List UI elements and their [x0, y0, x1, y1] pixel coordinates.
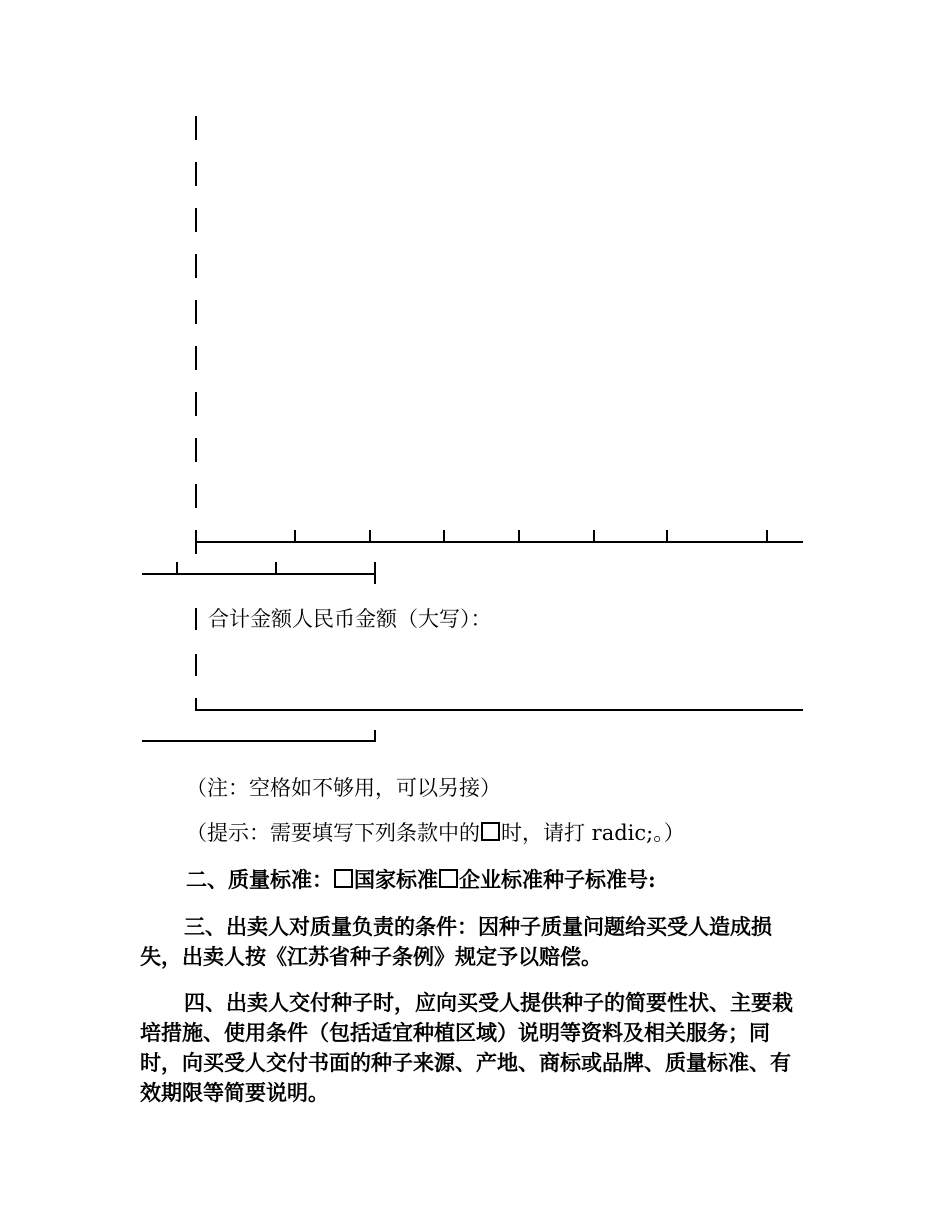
hint-prefix: （提示：需要填写下列条款中的	[186, 821, 480, 845]
checkbox-icon	[481, 822, 500, 841]
hint-text	[186, 821, 685, 845]
table-left-border	[195, 654, 197, 676]
checkbox-national-standard[interactable]	[334, 869, 353, 888]
quality-option-national: 国家标准	[354, 867, 438, 892]
checkbox-enterprise-standard[interactable]	[439, 869, 458, 888]
seller-delivery-clause: 四、出卖人交付种子时，应向买受人提供种子的简要性状、主要栽培措施、使用条件（包括适宜种植区域）说明等资料及相关服务；同时，向买受人交付书面的种子来源、产地、商标或品牌、质量标准、有效期限等简要说明。	[140, 990, 793, 1105]
hint-suffix: 时，请打 radic;。）	[501, 821, 685, 845]
quality-standard-clause	[186, 868, 656, 892]
total-amount-label: 合计金额人民币金额（大写）：	[208, 607, 492, 631]
quality-option-enterprise: 企业标准种子标准号:	[459, 867, 656, 892]
quality-prefix: 二、质量标准：	[186, 867, 333, 892]
seller-responsibility-clause: 三、出卖人对质量负责的条件：因种子质量问题给买受人造成损失，出卖人按《江苏省种子条例》规定予以赔偿。	[140, 914, 772, 969]
note-text: （注：空格如不够用，可以另接）	[186, 776, 501, 800]
table-left-border	[195, 608, 197, 630]
